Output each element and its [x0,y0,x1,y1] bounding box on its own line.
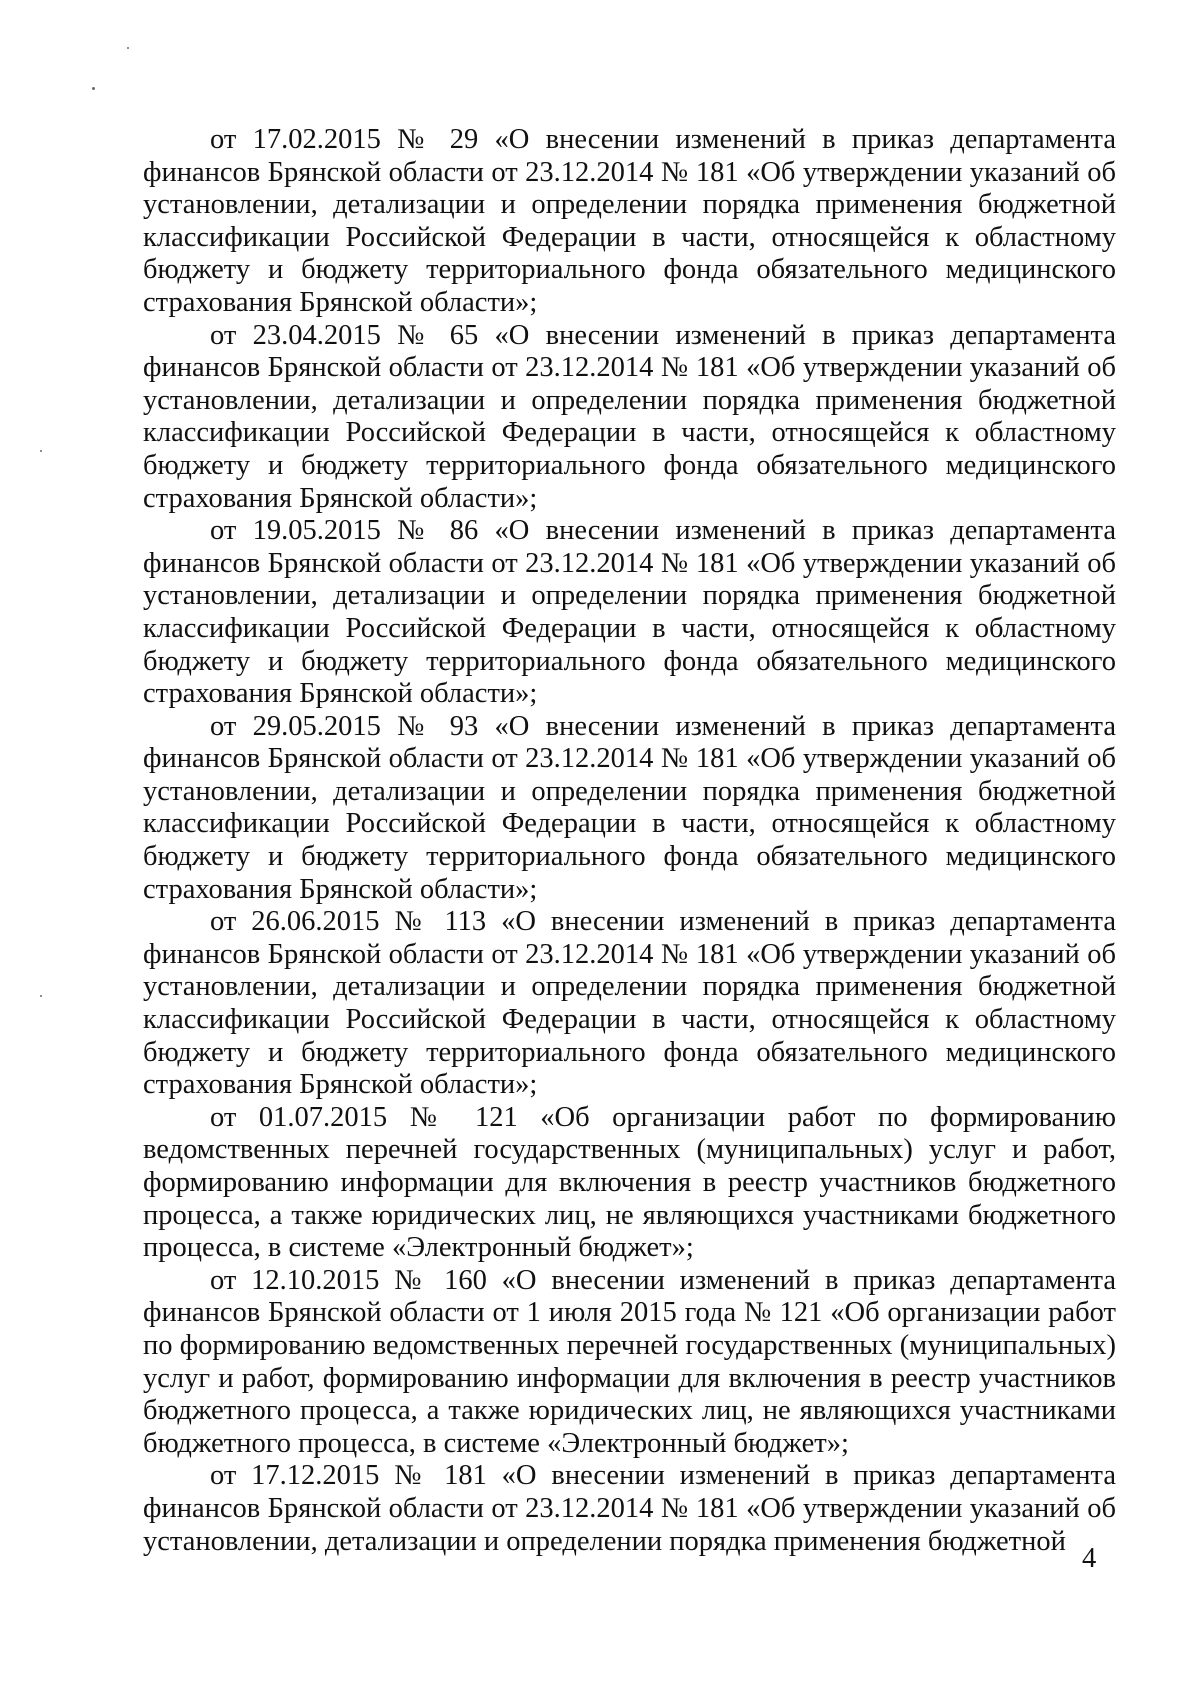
scan-speck [127,47,129,49]
scan-speck [40,995,42,997]
page-number: 4 [1082,1543,1097,1574]
list-item-order-121: от 01.07.2015 № 121 «Об организации работ по формированию ведомственных перечней государственных (муниципальных) услуг и работ, формированию информации для включения в реестр участников бюджетного процесса, а также юридических лиц, не являющихся участниками бюджетного процесса, в системе «Электронный бюджет»; [143,1101,1116,1264]
list-item-order-93: от 29.05.2015 № 93 «О внесении изменений в приказ департамента финансов Брянской области от 23.12.2014 № 181 «Об утверждении указаний об установлении, детализации и определении порядка применения бюджетной классификации Российской Федерации в части, относящейся к областному бюджету и бюджету территориального фонда обязательного медицинского страхования Брянской области»; [143,710,1116,905]
scan-speck [92,87,95,90]
list-item-order-86: от 19.05.2015 № 86 «О внесении изменений в приказ департамента финансов Брянской области от 23.12.2014 № 181 «Об утверждении указаний об установлении, детализации и определении порядка применения бюджетной классификации Российской Федерации в части, относящейся к областному бюджету и бюджету территориального фонда обязательного медицинского страхования Брянской области»; [143,515,1116,710]
scan-speck [40,450,42,452]
list-item-order-65: от 23.04.2015 № 65 «О внесении изменений в приказ департамента финансов Брянской области от 23.12.2014 № 181 «Об утверждении указаний об установлении, детализации и определении порядка применения бюджетной классификации Российской Федерации в части, относящейся к областному бюджету и бюджету территориального фонда обязательного медицинского страхования Брянской области»; [143,319,1116,514]
list-item-order-113: от 26.06.2015 № 113 «О внесении изменений в приказ департамента финансов Брянской области от 23.12.2014 № 181 «Об утверждении указаний об установлении, детализации и определении порядка применения бюджетной классификации Российской Федерации в части, относящейся к областному бюджету и бюджету территориального фонда обязательного медицинского страхования Брянской области»; [143,906,1116,1101]
document-body [143,124,1116,1558]
list-item-order-181: от 17.12.2015 № 181 «О внесении изменений в приказ департамента финансов Брянской области от 23.12.2014 № 181 «Об утверждении указаний об установлении, детализации и определении порядка применения бюджетной [143,1460,1116,1557]
list-item-order-29: от 17.02.2015 № 29 «О внесении изменений в приказ департамента финансов Брянской области от 23.12.2014 № 181 «Об утверждении указаний об установлении, детализации и определении порядка применения бюджетной классификации Российской Федерации в части, относящейся к областному бюджету и бюджету территориального фонда обязательного медицинского страхования Брянской области»; [143,124,1116,318]
list-item-order-160: от 12.10.2015 № 160 «О внесении изменений в приказ департамента финансов Брянской области от 1 июля 2015 года № 121 «Об организации работ по формированию ведомственных перечней государственных (муниципальных) услуг и работ, формированию информации для включения в реестр участников бюджетного процесса, а также юридических лиц, не являющихся участниками бюджетного процесса, в системе «Электронный бюджет»; [143,1264,1116,1459]
